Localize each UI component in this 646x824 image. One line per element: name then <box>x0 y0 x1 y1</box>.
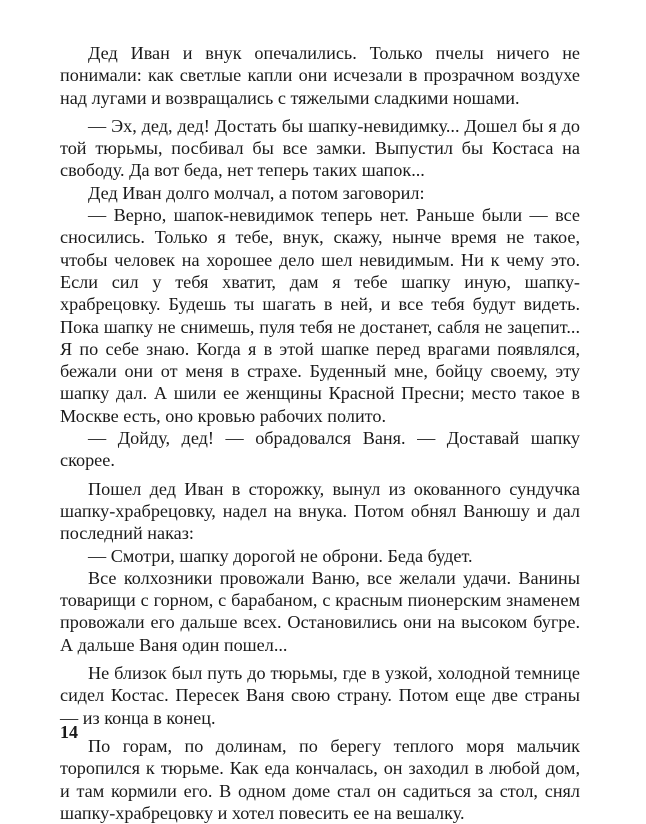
paragraph: Дед Иван долго молчал, а потом заговорил: <box>88 182 425 203</box>
paragraph: — Дойду, дед! — обрадовался Ваня. — Доставай шапку скорее. <box>60 428 580 471</box>
paragraph: — Эх, дед, дед! Достать бы шапку-невидимку... Дошел бы я до той тюрьмы, посбивал бы все замки. Выпустил бы Костаса на свободу. Да вот беда, нет теперь таких шапок... <box>60 115 580 181</box>
paragraph: Все колхозники провожали Ваню, все желали удачи. Ванины товарищи с горном, с барабаном, с красным пионерским знаменем провожали его дальше всех. Остановились они на высоком бугре. А дальше Ваня один пошел... <box>60 567 580 655</box>
paragraph: — Верно, шапок-невидимок теперь нет. Раньше были — все сносились. Только я тебе, внук, скажу, нынче время не такое, чтобы человек на хорошее дело шел невидимым. Ни к чему это. Если сил у тебя хватит, дам я тебе шапку иную, шапку-храбрецовку. Будешь ты шагать в ней, и все тебя будут видеть. Пока шапку не снимешь, пуля тебя не достанет, сабля не зацепит... Я по себе знаю. Когда я в этой шапке перед врагами появлялся, бежали они от меня в страхе. Буденный мне, бойцу своему, эту шапку дал. А шили ее женщины Красной Пресни; место такое в Москве есть, оно кровью рабочих полито. <box>60 205 580 426</box>
paragraph: По горам, по долинам, по берегу теплого моря мальчик торопился к тюрьме. Как еда кончалась, он заходил в любой дом, и там кормили его. В одном доме стал он садиться за стол, снял шапку-храбрецовку и хотел повесить ее на вешалку. <box>60 735 580 823</box>
page-text <box>60 42 580 824</box>
page-number: 14 <box>60 722 78 742</box>
paragraph: Пошел дед Иван в сторожку, вынул из окованного сундучка шапку-храбрецовку, надел на внука. Потом обнял Ванюшу и дал последний наказ: <box>60 478 580 544</box>
paragraph: Не близок был путь до тюрьмы, где в узкой, холодной темнице сидел Костас. Пересек Ваня свою страну. Потом еще две страны — из конца в конец. <box>60 663 580 728</box>
paragraph: Дед Иван и внук опечалились. Только пчелы ничего не понимали: как светлые капли они исчезали в прозрачном воздухе над лугами и возвращались с тяжелыми сладкими ношами. <box>60 43 580 108</box>
paragraph: — Смотри, шапку дорогой не оброни. Беда будет. <box>88 545 473 566</box>
